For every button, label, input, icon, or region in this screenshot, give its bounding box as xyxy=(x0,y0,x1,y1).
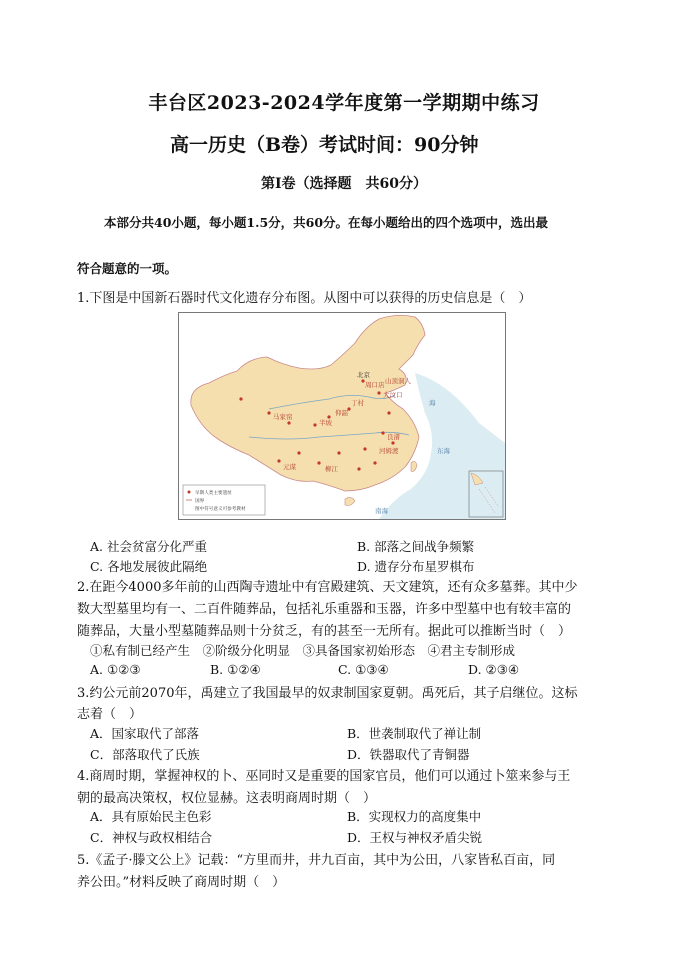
neolithic-sites-map xyxy=(178,312,506,520)
site-marker xyxy=(239,397,242,400)
question-2-option-c[interactable]: C. ①③④ xyxy=(338,662,389,677)
question-2-option-b[interactable]: B. ①②④ xyxy=(210,662,261,677)
map-label-liujiang: 柳江 xyxy=(325,465,338,473)
map-label-liangzhu: 良渚 xyxy=(387,433,400,441)
site-marker xyxy=(277,459,280,462)
site-marker xyxy=(381,431,384,434)
question-1-option-b[interactable]: B. 部落之间战争频繁 xyxy=(357,539,475,554)
question-1-stem: 1.下图是中国新石器时代文化遗存分布图。从图中可以获得的历史信息是（ ） xyxy=(77,291,532,306)
site-marker xyxy=(317,461,320,464)
site-marker xyxy=(373,461,376,464)
site-marker xyxy=(313,423,316,426)
site-marker xyxy=(357,467,360,470)
site-marker xyxy=(297,451,300,454)
map-label-yangshao: 仰韶 xyxy=(335,409,348,417)
question-4-option-a[interactable]: A．具有原始民主色彩 xyxy=(90,809,212,824)
map-label-beijing: 北京 xyxy=(357,371,370,379)
question-2-option-a[interactable]: A. ①②③ xyxy=(90,662,141,677)
exam-subtitle: 高一历史（B卷）考试时间：90分钟 xyxy=(170,134,479,156)
question-5-stem-line1: 5.《孟子·滕文公上》记载：“方里而井，井九百亩，其中为公田，八家皆私百亩，同 xyxy=(77,853,556,868)
site-marker xyxy=(287,421,290,424)
exam-title: 丰台区2023-2024学年度第一学期期中练习 xyxy=(148,92,540,114)
map-label-nanhai: 南海 xyxy=(375,507,388,515)
site-marker xyxy=(267,411,270,414)
question-2-stem-line2: 数大型墓里均有一、二百件随葬品，包括礼乐重器和玉器，许多中型墓中也有较丰富的 xyxy=(77,602,572,617)
site-marker xyxy=(387,411,390,414)
china-map-figure xyxy=(179,313,505,519)
site-marker xyxy=(337,451,340,454)
question-3-option-a[interactable]: A．国家取代了部落 xyxy=(90,726,200,741)
map-label-shandingdong: 山顶洞人 xyxy=(385,377,411,385)
site-marker xyxy=(391,441,394,444)
question-3-stem-line2: 志着（ ） xyxy=(77,707,143,722)
section-title: 第Ⅰ卷（选择题 共60分） xyxy=(260,176,428,192)
question-4-option-c[interactable]: C．神权与政权相结合 xyxy=(90,830,213,845)
legend-note-label: 图中符号意义可参考教材 xyxy=(195,507,246,512)
section-intro-line1: 本部分共40小题，每小题1.5分，共60分。在每小题给出的四个选项中，选出最 xyxy=(104,215,549,230)
question-5-stem-line2: 养公田。”材料反映了商周时期（ ） xyxy=(77,875,286,890)
map-label-yuanmou: 元谋 xyxy=(283,463,296,471)
map-label-dingcun: 丁村 xyxy=(351,399,364,407)
map-label-donghai: 东海 xyxy=(437,447,450,455)
question-3-option-b[interactable]: B．世袭制取代了禅让制 xyxy=(347,726,482,741)
map-label-zhoukoudian: 周口店 xyxy=(365,381,385,389)
question-2-statements: ①私有制已经产生 ②阶级分化明显 ③具备国家初始形态 ④君主专制形成 xyxy=(90,643,516,658)
question-4-option-b[interactable]: B．实现权力的高度集中 xyxy=(347,809,482,824)
question-1-option-c[interactable]: C. 各地发展彼此隔绝 xyxy=(90,559,208,574)
question-3-option-c[interactable]: C．部落取代了氏族 xyxy=(90,747,200,762)
question-1-option-a[interactable]: A. 社会贫富分化严重 xyxy=(90,539,207,554)
site-marker xyxy=(377,391,380,394)
map-label-banpo: 半坡 xyxy=(319,419,332,427)
legend-sites-label: 早期人类主要遗址 xyxy=(195,491,232,496)
question-3-stem-line1: 3.约公元前2070年，禹建立了我国最早的奴隶制国家夏朝。禹死后，其子启继位。这标 xyxy=(77,686,578,701)
question-3-option-d[interactable]: D．铁器取代了青铜器 xyxy=(347,747,470,762)
question-4-stem-line1: 4.商周时期，掌握神权的卜、巫同时又是重要的国家官员，他们可以通过卜筮来参与王 xyxy=(77,769,571,784)
map-label-sea: 海 xyxy=(429,399,436,407)
legend-border-label: 国界 xyxy=(195,499,205,504)
question-2-stem-line3: 随葬品，大量小型墓随葬品则十分贫乏，有的甚至一无所有。据此可以推断当时（ ） xyxy=(77,624,572,639)
section-intro-line2: 符合题意的一项。 xyxy=(77,261,178,276)
legend-site-symbol xyxy=(188,491,191,494)
map-label-majiayao: 马家窑 xyxy=(273,413,293,421)
site-marker xyxy=(363,447,366,450)
question-2-stem-line1: 2.在距今4000多年前的山西陶寺遗址中有宫殿建筑、天文建筑，还有众多墓葬。其中少 xyxy=(77,580,578,595)
question-1-option-d[interactable]: D. 遗存分布星罗棋布 xyxy=(357,559,475,574)
map-label-dawenkou: 大汶口 xyxy=(383,391,403,399)
question-2-option-d[interactable]: D. ②③④ xyxy=(468,662,520,677)
question-4-stem-line2: 朝的最高决策权，权位显赫。这表明商周时期（ ） xyxy=(77,791,377,806)
map-label-hemudu: 河姆渡 xyxy=(379,447,399,455)
question-4-option-d[interactable]: D．王权与神权矛盾尖锐 xyxy=(347,830,483,845)
